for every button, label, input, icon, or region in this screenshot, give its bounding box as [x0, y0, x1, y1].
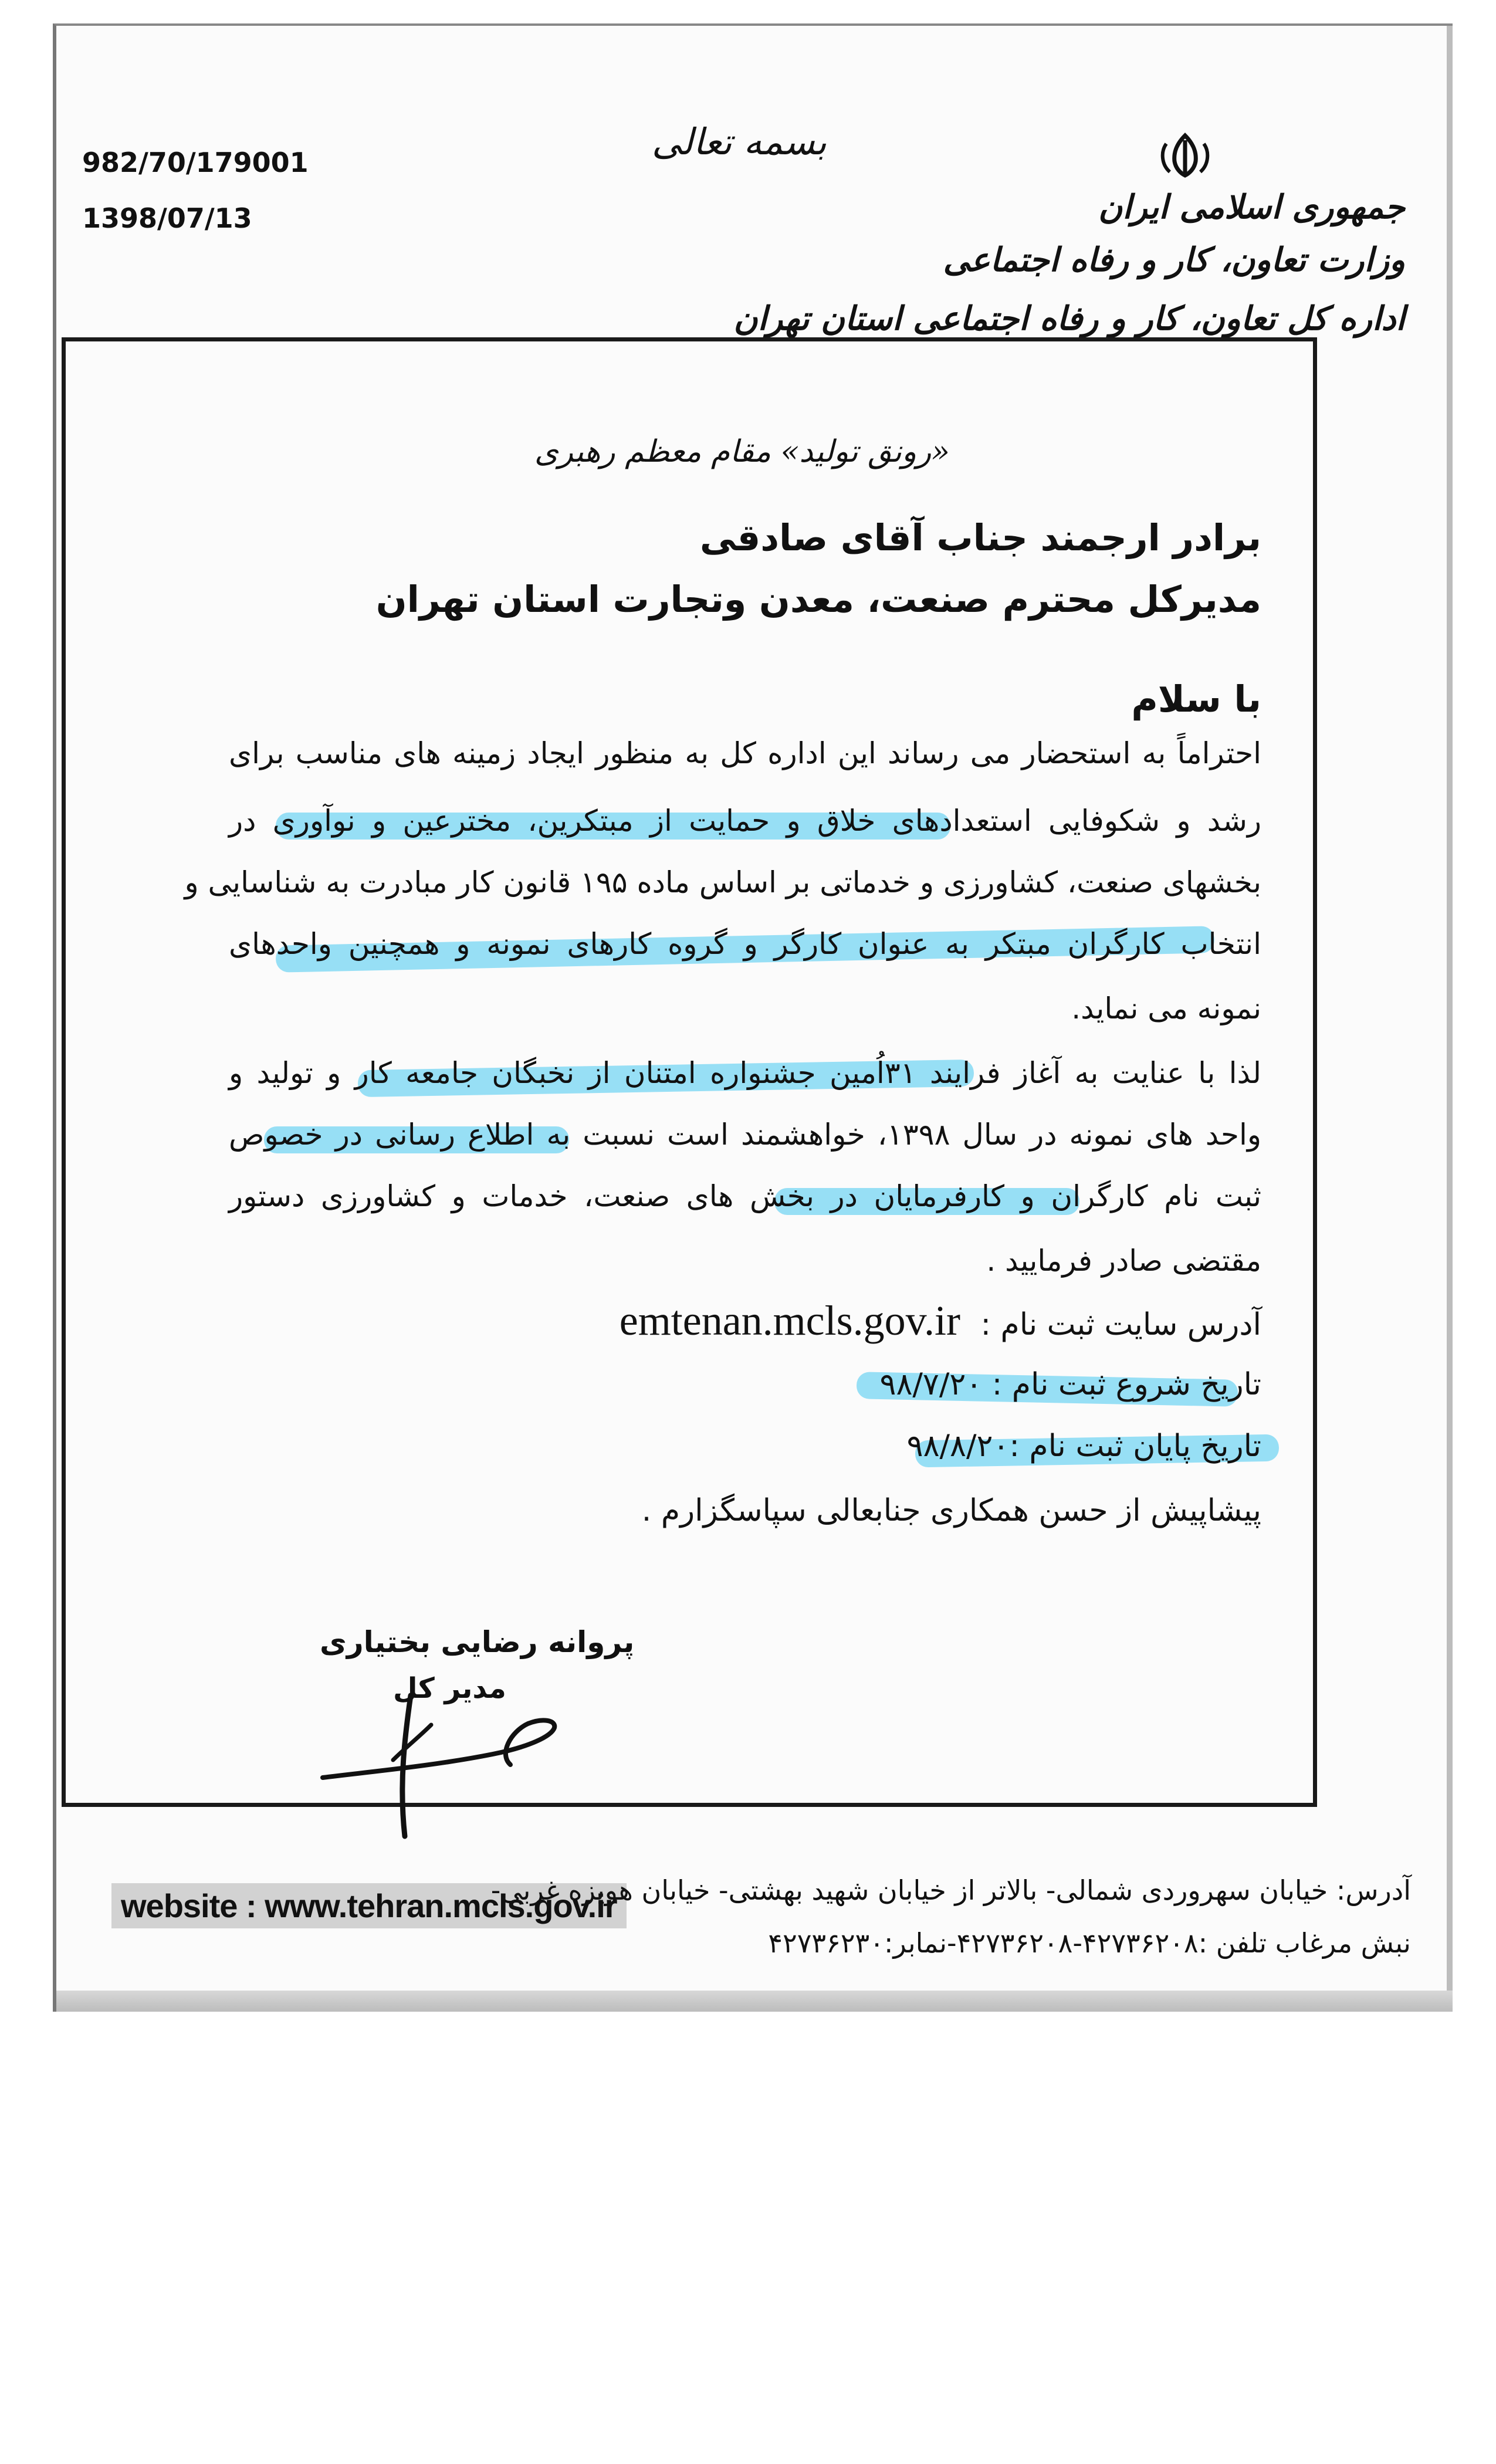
site-url[interactable]: emtenan.mcls.gov.ir	[619, 1297, 960, 1344]
scan-edge	[1447, 26, 1453, 2012]
footer-website[interactable]: website : www.tehran.mcls.gov.ir	[111, 1883, 627, 1928]
signatory-title: مدیر کل	[393, 1672, 506, 1705]
body-line: احتراماً به استحضار می رساند این اداره کل به منظور ایجاد زمینه های مناسب برای	[229, 736, 1261, 770]
body-line: لذا با عنایت به آغاز فرایند ۳۱اُمین جشنواره امتنان از نخبگان جامعه کار و تولید و	[229, 1056, 1261, 1090]
signatory-name: پروانه رضایی بختیاری	[320, 1625, 635, 1659]
body-line: ثبت نام کارگران و کارفرمایان در بخش های صنعت، خدمات و کشاورزی دستور	[229, 1179, 1261, 1213]
body-line: رشد و شکوفایی استعدادهای خلاق و حمایت از مبتکرین، مخترعین و نوآوری در	[229, 804, 1261, 838]
recipient-title: مدیرکل محترم صنعت، معدن وتجارت استان تهران	[375, 578, 1261, 621]
footer-address: آدرس: خیابان سهروردی شمالی- بالاتر از خیابان شهید بهشتی- خیابان هویزه غربی-	[490, 1874, 1411, 1906]
iran-emblem-icon	[1156, 132, 1214, 179]
greeting: با سلام	[1131, 678, 1261, 720]
signature-icon	[317, 1690, 569, 1842]
closing-line: پیشاپیش از حسن همکاری جنابعالی سپاسگزارم .	[641, 1493, 1261, 1528]
body-line: انتخاب کارگران مبتکر به عنوان کارگر و گروه کارهای نمونه و همچنین واحدهای	[229, 927, 1261, 961]
site-label: آدرس سایت ثبت نام :	[980, 1307, 1261, 1342]
letterhead-office: اداره کل تعاون، کار و رفاه اجتماعی استان تهران	[733, 299, 1405, 338]
recipient-name: برادر ارجمند جناب آقای صادقی	[699, 516, 1261, 559]
registration-site	[620, 1297, 1261, 1345]
letterhead-ministry: وزارت تعاون، کار و رفاه اجتماعی	[943, 241, 1405, 279]
registration-end-date: تاریخ پایان ثبت نام :۹۸/۸/۲۰	[906, 1429, 1261, 1464]
footer-phone: نبش مرغاب تلفن :۴۲۷۳۶۲۰۸-۴۲۷۳۶۲۰۸-نمابر:۴۲۷۳۶۲۳۰	[768, 1927, 1411, 1959]
body-line: مقتضی صادر فرمایید .	[986, 1244, 1261, 1278]
body-line: بخشهای صنعت، کشاورزی و خدماتی بر اساس ماده ۱۹۵ قانون کار مبادرت به شناسایی و	[184, 865, 1261, 899]
body-line: واحد های نمونه در سال ۱۳۹۸، خواهشمند است نسبت به اطلاع رسانی در خصوص	[229, 1118, 1261, 1152]
reference-number: 982/70/179001	[82, 147, 309, 178]
body-line: نمونه می نماید.	[1071, 991, 1261, 1025]
letterhead-country: جمهوری اسلامی ایران	[1098, 188, 1405, 226]
scan-bottom-shadow	[56, 1991, 1453, 2012]
reference-date: 1398/07/13	[82, 202, 252, 234]
basmala: بسمه تعالی	[652, 120, 827, 163]
registration-start-date: تاریخ شروع ثبت نام : ۹۸/۷/۲۰	[879, 1367, 1261, 1402]
motto: «رونق تولید» مقام معظم رهبری	[534, 434, 950, 469]
